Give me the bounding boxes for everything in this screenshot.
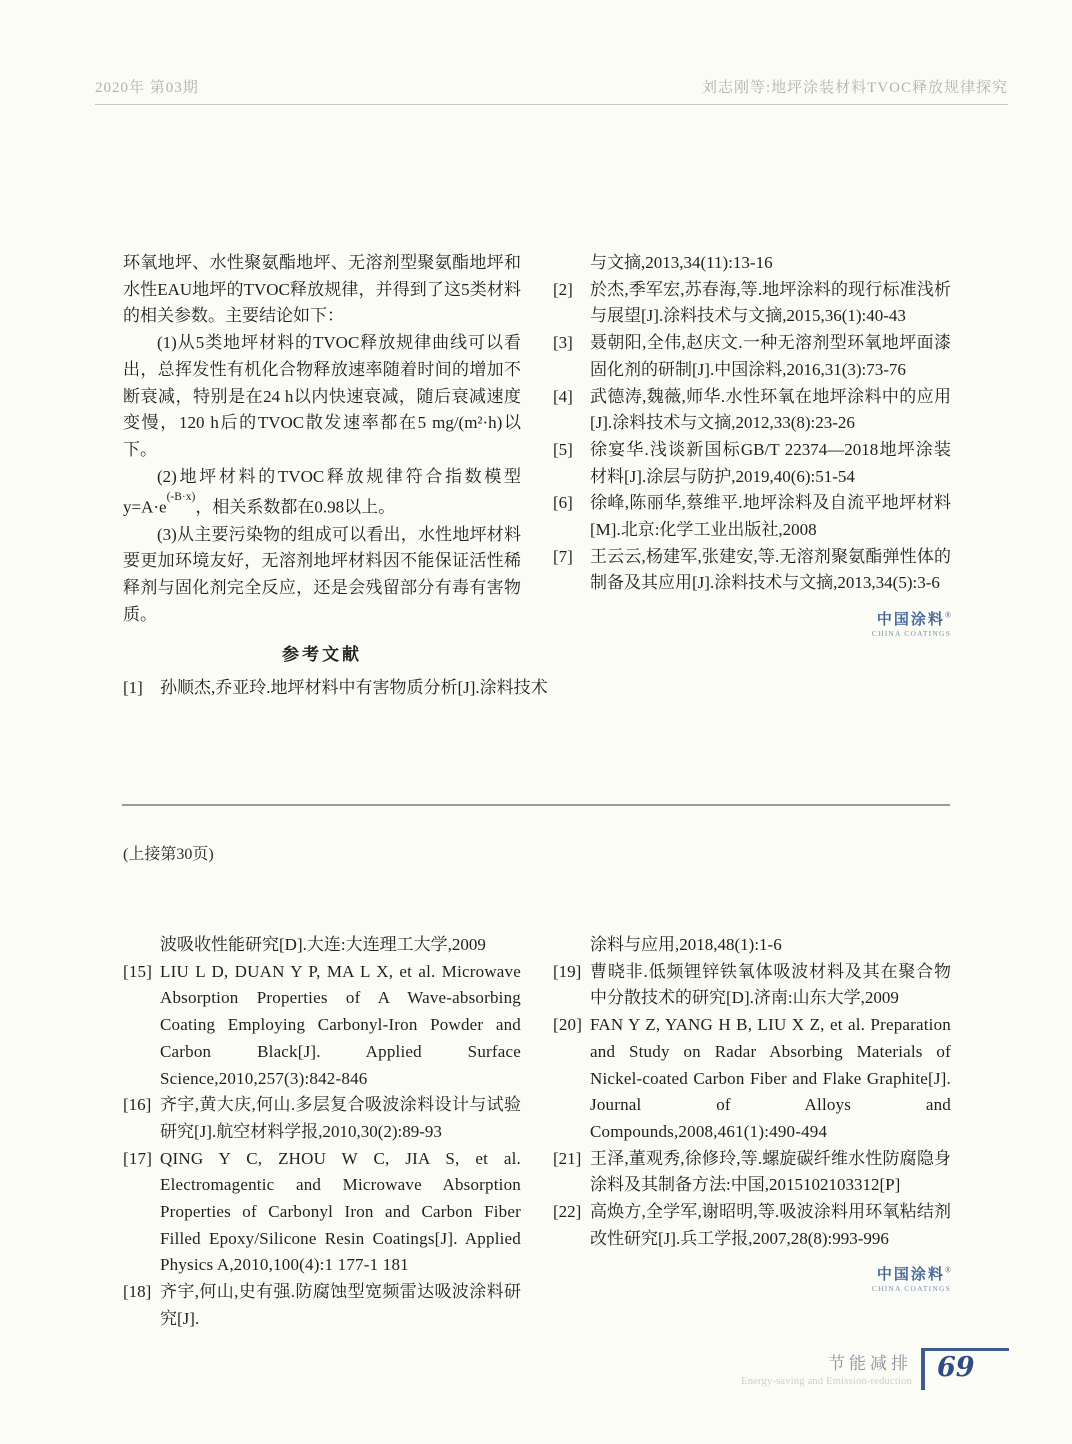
reference-number: [4] [553, 386, 573, 406]
china-coatings-logo [553, 1265, 951, 1293]
reference-text: 王云云,杨建军,张建安,等.无溶剂聚氨酯弹性体的制备及其应用[J].涂料技术与文摘,2013,34(5):3-6 [590, 546, 951, 593]
top-section [123, 250, 951, 702]
header-issue: 2020年 第03期 [95, 80, 199, 96]
footer-section-label [741, 1348, 912, 1389]
body-paragraph: (3)从主要污染物的组成可以看出，水性地坪材料要更加环境友好，无溶剂地坪材料因不能保证活性稀释剂与固化剂完全反应，还是会残留部分有毒有害物质。 [123, 524, 521, 624]
reference-item [123, 959, 521, 1093]
reference-number: [2] [553, 279, 573, 299]
reference-item [553, 1012, 951, 1146]
footer-label-en: Energy-saving and Emission-reduction [741, 1376, 912, 1388]
reference-item [553, 330, 951, 383]
reference-item [553, 544, 951, 597]
reference-item [553, 1199, 951, 1252]
reference-text: QING Y C, ZHOU W C, JIA S, et al. Electromagentic and Microwave Absorption Properties of Carbonyl Iron and Carbon Fiber Filled Epoxy/Silicone Resin Coatings[J]. Applied Physics A,2010,100(4):1 177-1 181 [160, 1148, 521, 1275]
reference-text: 王泽,董观秀,徐修玲,等.螺旋碳纤维水性防腐隐身涂料及其制备方法:中国,2015102103312[P] [590, 1148, 951, 1195]
section-divider [122, 804, 950, 806]
china-coatings-logo [553, 610, 951, 638]
reference-item [553, 1146, 951, 1199]
reference-text: 高焕方,全学军,谢昭明,等.吸波涂料用环氧粘结剂改性研究[J].兵工学报,2007,28(8):993-996 [590, 1202, 951, 1248]
top-left-column [123, 250, 548, 702]
reference-text: 於杰,季军宏,苏春海,等.地坪涂料的现行标准浅析与展望[J].涂料技术与文摘,2015,36(1):40-43 [590, 279, 951, 326]
reference-text: LIU L D, DUAN Y P, MA L X, et al. Microwave Absorption Properties of A Wave-absorbing Coating Employing Carbonyl-Iron Powder and Carbon Black[J]. Applied Surface Science,2010,257(3):842-846 [160, 961, 521, 1088]
reference-item [553, 959, 951, 1012]
lower-section [123, 932, 951, 1333]
reference-text: 武德涛,魏薇,师华.水性环氧在地坪涂料中的应用[J].涂料技术与文摘,2012,33(8):23-26 [590, 386, 951, 433]
page-number: 69 [937, 1352, 975, 1383]
logo-zh-text: 中国涂料 [876, 1267, 945, 1284]
formula-text: ，相关系数都在0.98以上。 [195, 497, 396, 517]
reference-number: [1] [123, 678, 143, 698]
logo-en-text: CHINA COATINGS [871, 628, 951, 638]
reference-text: 孙顺杰,乔亚玲.地坪材料中有害物质分析[J].涂料技术 [160, 678, 548, 698]
reference-item [123, 1146, 521, 1280]
reference-number: [6] [553, 493, 573, 513]
page-header [95, 76, 1008, 105]
reference-item [553, 437, 951, 490]
reference-item [123, 675, 548, 702]
reference-continuation: 与文摘,2013,34(11):13-16 [590, 253, 773, 272]
logo-en-text: CHINA COATINGS [871, 1284, 951, 1294]
reference-number: [5] [553, 439, 573, 459]
reference-item [553, 384, 951, 437]
reference-number: [21] [553, 1148, 582, 1168]
lower-right-column [553, 932, 951, 1333]
reference-item [553, 490, 951, 543]
reference-item [553, 277, 951, 330]
reference-number: [3] [553, 333, 573, 353]
reference-text: 曹晓非.低频锂锌铁氧体吸波材料及其在聚合物中分散技术的研究[D].济南:山东大学,2009 [590, 961, 951, 1008]
references-heading: 参考文献 [282, 644, 362, 664]
reference-text: FAN Y Z, YANG H B, LIU X Z, et al. Preparation and Study on Radar Absorbing Materials of Nickel-coated Carbon Fiber and Flake Graphite[J]. Journal of Alloys and Compounds,2008,461(1):490-494 [590, 1015, 951, 1141]
logo-zh-text: 中国涂料 [876, 612, 945, 629]
registered-mark-icon: ® [944, 1265, 951, 1275]
page-number-box [921, 1348, 1009, 1390]
reference-number: [7] [553, 546, 573, 566]
body-paragraph: (1)从5类地坪材料的TVOC释放规律曲线可以看出，总挥发性有机化合物释放速率随着时间的增加不断衰减，特别是在24 h以内快速衰减，随后衰减速度变慢，120 h后的TVOC散发速率都在5 mg/(m²·h)以下。 [123, 333, 521, 459]
reference-number: [18] [123, 1282, 152, 1302]
reference-number: [22] [553, 1202, 582, 1222]
formula-superscript: (-B·x) [166, 491, 196, 504]
formula-text: (2)地坪材料的TVOC释放规律符合指数模型y=A·e [123, 466, 521, 517]
reference-continuation: 涂料与应用,2018,48(1):1-6 [590, 935, 782, 954]
top-right-column [553, 250, 951, 702]
body-paragraph: 环氧地坪、水性聚氨酯地坪、无溶剂型聚氨酯地坪和水性EAU地坪的TVOC释放规律，并得到了这5类材料的相关参数。主要结论如下： [123, 253, 521, 326]
reference-number: [16] [123, 1095, 152, 1115]
reference-continuation: 波吸收性能研究[D].大连:大连理工大学,2009 [160, 935, 486, 954]
reference-number: [17] [123, 1148, 153, 1168]
header-running-title: 刘志刚等:地坪涂装材料TVOC释放规律探究 [701, 80, 1008, 96]
lower-left-column [123, 932, 521, 1333]
registered-mark-icon: ® [944, 610, 951, 620]
footer-label-zh: 节能减排 [828, 1354, 912, 1373]
reference-text: 徐宴华.浅谈新国标GB/T 22374—2018地坪涂装材料[J].涂层与防护,2019,40(6):51-54 [590, 439, 951, 486]
page-footer [741, 1348, 1009, 1390]
reference-number: [20] [553, 1015, 583, 1035]
reference-number: [19] [553, 961, 582, 981]
reference-number: [15] [123, 961, 153, 981]
reference-text: 聂朝阳,全伟,赵庆文.一种无溶剂型环氧地坪面漆固化剂的研制[J].中国涂料,2016,31(3):73-76 [590, 333, 951, 379]
reference-text: 齐宇,何山,史有强.防腐蚀型宽频雷达吸波涂料研究[J]. [160, 1282, 521, 1328]
body-paragraph-formula [123, 464, 521, 522]
reference-text: 齐宇,黄大庆,何山.多层复合吸波涂料设计与试验研究[J].航空材料学报,2010,30(2):89-93 [160, 1095, 521, 1141]
reference-item [123, 1092, 521, 1145]
reference-item [123, 1279, 521, 1332]
reference-text: 徐峰,陈丽华,蔡维平.地坪涂料及自流平地坪材料[M].北京:化学工业出版社,2008 [590, 493, 951, 540]
continuation-note: (上接第30页) [123, 846, 214, 863]
